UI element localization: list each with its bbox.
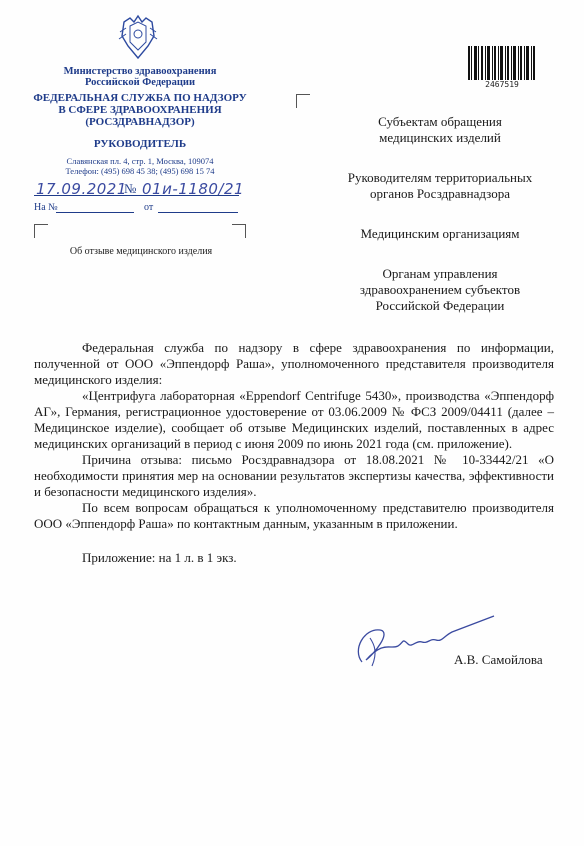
corner-mark xyxy=(296,94,310,108)
registration-line xyxy=(34,180,246,198)
registration-underline xyxy=(34,195,239,196)
head-title: РУКОВОДИТЕЛЬ xyxy=(93,138,187,150)
handwritten-signature xyxy=(344,610,504,680)
letter-subject: Об отзыве медицинского изделия xyxy=(69,246,213,257)
recipient-item: Руководителям территориальных органов Росздравнадзора xyxy=(347,170,533,201)
address-block: Славянская пл. 4, стр. 1, Москва, 109074 Телефон: (495) 698 45 38; (495) 698 15 74 xyxy=(65,156,215,176)
registration-number: 01и-1180/21 xyxy=(142,180,245,198)
recipient-item: Субъектам обращения медицинских изделий xyxy=(378,114,502,145)
body-paragraph: По всем вопросам обращаться к уполномоченному представителю производителя ООО «Эппендорф Раша» по контактным данным, указанным в приложении. xyxy=(34,500,554,531)
service-name: ФЕДЕРАЛЬНАЯ СЛУЖБА ПО НАДЗОРУ В СФЕРЕ ЗДРАВООХРАНЕНИЯ (РОСЗДРАВНАДЗОР) xyxy=(33,92,247,128)
recipient-item: Органам управления здравоохранением субъектов Российской Федерации xyxy=(359,266,521,313)
body-paragraph: Причина отзыва: письмо Росздравнадзора от 18.08.2021 № 10-33442/21 «О необходимости принятия мер на основании результатов экспертизы качества, эффективности и безопасности медицинского изделия». xyxy=(34,452,554,499)
reference-date-label: от xyxy=(144,202,154,213)
signatory-name: А.В. Самойлова xyxy=(454,652,543,667)
reference-line xyxy=(34,202,246,216)
body-paragraph: «Центрифуга лабораторная «Eppendorf Centrifuge 5430», производства «Эппендорф АГ», Германия, регистрационное удостоверение от 03.06.2009 № ФСЗ 2009/04411 (далее – Медицинское изделие), сообщает об отзыве Медицинских изделий, поставленных в адрес медицинских организаций в период с июня 2009 по июнь 2021 года (см. приложение). xyxy=(34,388,554,451)
recipients-block xyxy=(320,114,560,338)
corner-mark xyxy=(34,224,48,238)
recipient-item: Медицинским организациям xyxy=(360,226,520,241)
body-paragraph: Федеральная служба по надзору в сфере здравоохранения по информации, полученной от ООО «Эппендорф Раша», уполномоченного представителя производителя медицинского изделия: xyxy=(34,340,554,387)
attachment-note: Приложение: на 1 л. в 1 экз. xyxy=(82,550,237,565)
barcode-number: 2467519 xyxy=(485,80,519,89)
reference-number-label: На № xyxy=(34,202,58,213)
letter-body xyxy=(34,340,554,566)
barcode-icon xyxy=(466,46,538,82)
ministry-name: Министерство здравоохранения Российской Федерации xyxy=(63,66,217,88)
reference-date-blank xyxy=(158,212,238,213)
registration-number-label: № xyxy=(124,181,137,196)
reference-number-blank xyxy=(56,212,134,213)
coat-of-arms-icon xyxy=(116,12,160,62)
registration-date: 17.09.2021 xyxy=(36,180,127,198)
corner-mark xyxy=(232,224,246,238)
